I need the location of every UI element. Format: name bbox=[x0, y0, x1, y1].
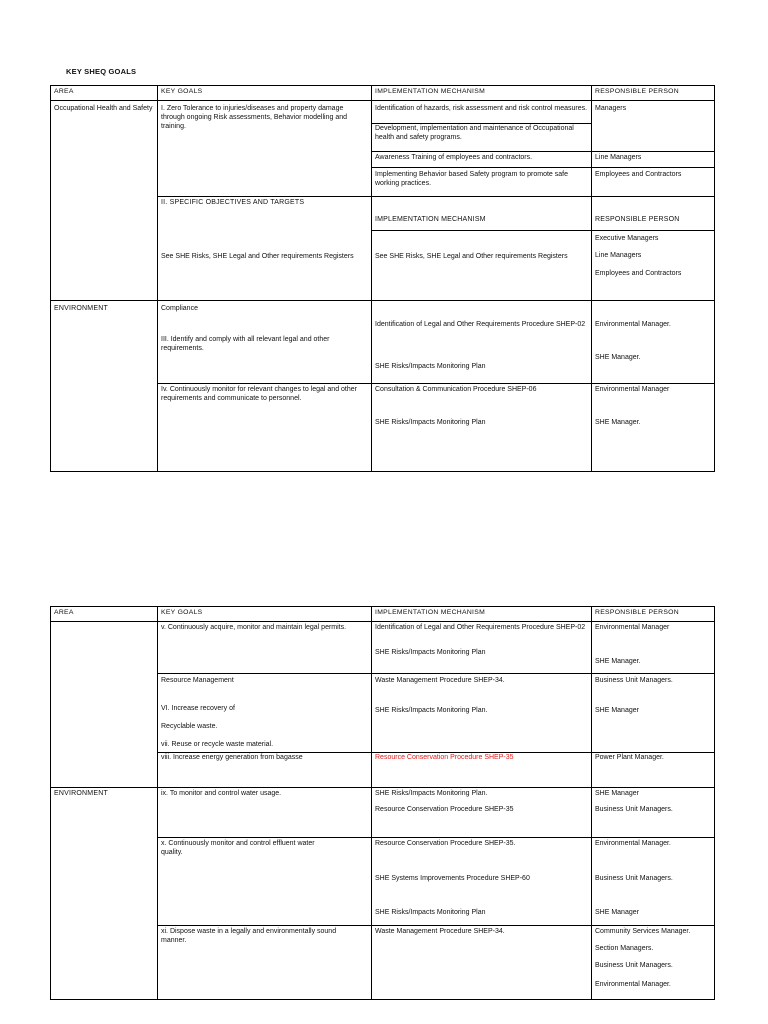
mechanism-text: See SHE Risks, SHE Legal and Other requirements Registers bbox=[375, 253, 568, 260]
person-text: SHE Manager bbox=[595, 707, 639, 714]
key-goals-cell bbox=[158, 301, 372, 472]
implementation-cell bbox=[372, 788, 592, 838]
responsible-cell bbox=[592, 788, 715, 838]
person-text: SHE Manager bbox=[595, 790, 639, 797]
mechanism-text: Consultation & Communication Procedure SHEP-06 bbox=[375, 386, 537, 393]
area-label: Occupational Health and Safety bbox=[54, 105, 153, 112]
person-text: Managers bbox=[595, 105, 627, 112]
header-responsible: RESPONSIBLE PERSON bbox=[592, 86, 715, 101]
person-text: SHE Manager bbox=[595, 909, 639, 916]
mechanism-text: Development, implementation and maintenance of Occupational health and safety programs. bbox=[375, 125, 574, 141]
header-area: AREA bbox=[51, 86, 158, 101]
mechanism-text: SHE Risks/Impacts Monitoring Plan bbox=[375, 649, 486, 656]
goal-subheading: II. SPECIFIC OBJECTIVES AND TARGETS bbox=[161, 199, 305, 206]
goal-text: Resource Management bbox=[161, 677, 234, 684]
goal-text: ix. To monitor and control water usage. bbox=[161, 790, 282, 797]
mechanism-text-highlighted: Resource Conservation Procedure SHEP-35 bbox=[375, 754, 514, 761]
mechanism-text: Awareness Training of employees and contractors. bbox=[375, 154, 533, 161]
goal-text: III. Identify and comply with all relevant legal and other requirements. bbox=[161, 336, 330, 352]
header-area: AREA bbox=[51, 607, 158, 622]
responsible-cell bbox=[592, 926, 715, 1000]
person-text: SHE Manager. bbox=[595, 354, 641, 361]
person-text: Environmental Manager. bbox=[595, 840, 671, 847]
sheq-goals-table-2 bbox=[50, 606, 715, 1000]
person-text: SHE Manager. bbox=[595, 419, 641, 426]
mechanism-text: Identification of Legal and Other Requirements Procedure SHEP-02 bbox=[375, 321, 586, 328]
goal-text: x. Continuously monitor and control effluent water quality. bbox=[161, 840, 315, 856]
goal-text: Recyclable waste. bbox=[161, 723, 218, 730]
person-text: Line Managers bbox=[595, 252, 642, 259]
area-cell bbox=[51, 622, 158, 788]
implementation-cell bbox=[372, 622, 592, 674]
mechanism-text: Implementing Behavior based Safety program to promote safe working practices. bbox=[375, 171, 568, 187]
goal-text: See SHE Risks, SHE Legal and Other requirements Registers bbox=[161, 253, 354, 260]
implementation-cell bbox=[372, 101, 592, 301]
header-key-goals: KEY GOALS bbox=[158, 607, 372, 622]
key-goals-cell bbox=[158, 753, 372, 788]
document-title: KEY SHEQ GOALS bbox=[66, 67, 137, 76]
person-text: Line Managers bbox=[595, 154, 642, 161]
mechanism-text: SHE Risks/Impacts Monitoring Plan bbox=[375, 419, 486, 426]
key-goals-cell bbox=[158, 788, 372, 838]
person-text: Environmental Manager. bbox=[595, 981, 671, 988]
responsible-cell bbox=[592, 838, 715, 926]
person-text: Power Plant Manager. bbox=[595, 754, 664, 761]
person-text: Business Unit Managers. bbox=[595, 806, 673, 813]
area-label: ENVIRONMENT bbox=[54, 790, 108, 797]
key-goals-cell bbox=[158, 926, 372, 1000]
key-goals-cell bbox=[158, 674, 372, 753]
key-goals-cell bbox=[158, 838, 372, 926]
goal-text: I. Zero Tolerance to injuries/diseases and property damage through ongoing Risk assessments, Behavior modelling and training. bbox=[161, 105, 347, 130]
mechanism-text: Resource Conservation Procedure SHEP-35. bbox=[375, 840, 516, 847]
mechanism-text: SHE Risks/Impacts Monitoring Plan. bbox=[375, 790, 488, 797]
responsible-cell bbox=[592, 301, 715, 472]
table-row-ohs bbox=[51, 101, 715, 301]
goal-text: vii. Reuse or recycle waste material. bbox=[161, 741, 274, 748]
mechanism-text: Identification of hazards, risk assessment and risk control measures. bbox=[375, 105, 588, 112]
mechanism-text: SHE Risks/Impacts Monitoring Plan. bbox=[375, 707, 488, 714]
person-text: Environmental Manager. bbox=[595, 321, 671, 328]
area-cell bbox=[51, 301, 158, 472]
implementation-cell bbox=[372, 838, 592, 926]
person-text: Environmental Manager bbox=[595, 386, 670, 393]
goal-text: v. Continuously acquire, monitor and maintain legal permits. bbox=[161, 624, 347, 631]
mechanism-text: SHE Risks/Impacts Monitoring Plan bbox=[375, 363, 486, 370]
goal-text: viii. Increase energy generation from bagasse bbox=[161, 754, 303, 761]
area-cell bbox=[51, 101, 158, 301]
implementation-cell bbox=[372, 753, 592, 788]
implementation-cell bbox=[372, 301, 592, 472]
person-text: Business Unit Managers. bbox=[595, 962, 673, 969]
key-goals-cell bbox=[158, 622, 372, 674]
table-row-environment bbox=[51, 301, 715, 472]
person-text: SHE Manager. bbox=[595, 658, 641, 665]
responsible-cell bbox=[592, 674, 715, 753]
key-goals-cell bbox=[158, 101, 372, 301]
responsible-cell bbox=[592, 101, 715, 301]
area-label: ENVIRONMENT bbox=[54, 305, 108, 312]
header-responsible: RESPONSIBLE PERSON bbox=[592, 607, 715, 622]
person-text: Community Services Manager. bbox=[595, 928, 691, 935]
person-text: Executive Managers bbox=[595, 235, 659, 242]
mechanism-text: Identification of Legal and Other Requirements Procedure SHEP-02 bbox=[375, 624, 586, 631]
goal-text: VI. Increase recovery of bbox=[161, 705, 235, 712]
goal-text: Iv. Continuously monitor for relevant changes to legal and other requirements and communicate to personnel. bbox=[161, 386, 357, 402]
mechanism-text: Waste Management Procedure SHEP-34. bbox=[375, 677, 505, 684]
implementation-cell bbox=[372, 674, 592, 753]
table-row bbox=[51, 622, 715, 674]
header-implementation: IMPLEMENTATION MECHANISM bbox=[372, 607, 592, 622]
person-text: Employees and Contractors bbox=[595, 270, 682, 277]
mechanism-text: SHE Risks/Impacts Monitoring Plan bbox=[375, 909, 486, 916]
responsible-cell bbox=[592, 753, 715, 788]
implementation-cell bbox=[372, 926, 592, 1000]
header-implementation: IMPLEMENTATION MECHANISM bbox=[372, 86, 592, 101]
person-text: Environmental Manager bbox=[595, 624, 670, 631]
goal-text: Compliance bbox=[161, 305, 198, 312]
area-cell bbox=[51, 788, 158, 1000]
person-text: Employees and Contractors bbox=[595, 171, 682, 178]
sheq-goals-table-1 bbox=[50, 85, 715, 472]
table-row bbox=[51, 788, 715, 838]
responsible-cell bbox=[592, 622, 715, 674]
header-key-goals: KEY GOALS bbox=[158, 86, 372, 101]
mechanism-text: SHE Systems Improvements Procedure SHEP-60 bbox=[375, 875, 530, 882]
person-text: Business Unit Managers. bbox=[595, 677, 673, 684]
person-text: Section Managers. bbox=[595, 945, 654, 952]
mechanism-subheading: IMPLEMENTATION MECHANISM bbox=[375, 216, 486, 223]
person-subheading: RESPONSIBLE PERSON bbox=[595, 216, 680, 223]
mechanism-text: Waste Management Procedure SHEP-34. bbox=[375, 928, 505, 935]
table-header-row bbox=[51, 86, 715, 101]
person-text: Business Unit Managers. bbox=[595, 875, 673, 882]
table-header-row bbox=[51, 607, 715, 622]
goal-text: xi. Dispose waste in a legally and environmentally sound manner. bbox=[161, 928, 337, 944]
mechanism-text: Resource Conservation Procedure SHEP-35 bbox=[375, 806, 514, 813]
